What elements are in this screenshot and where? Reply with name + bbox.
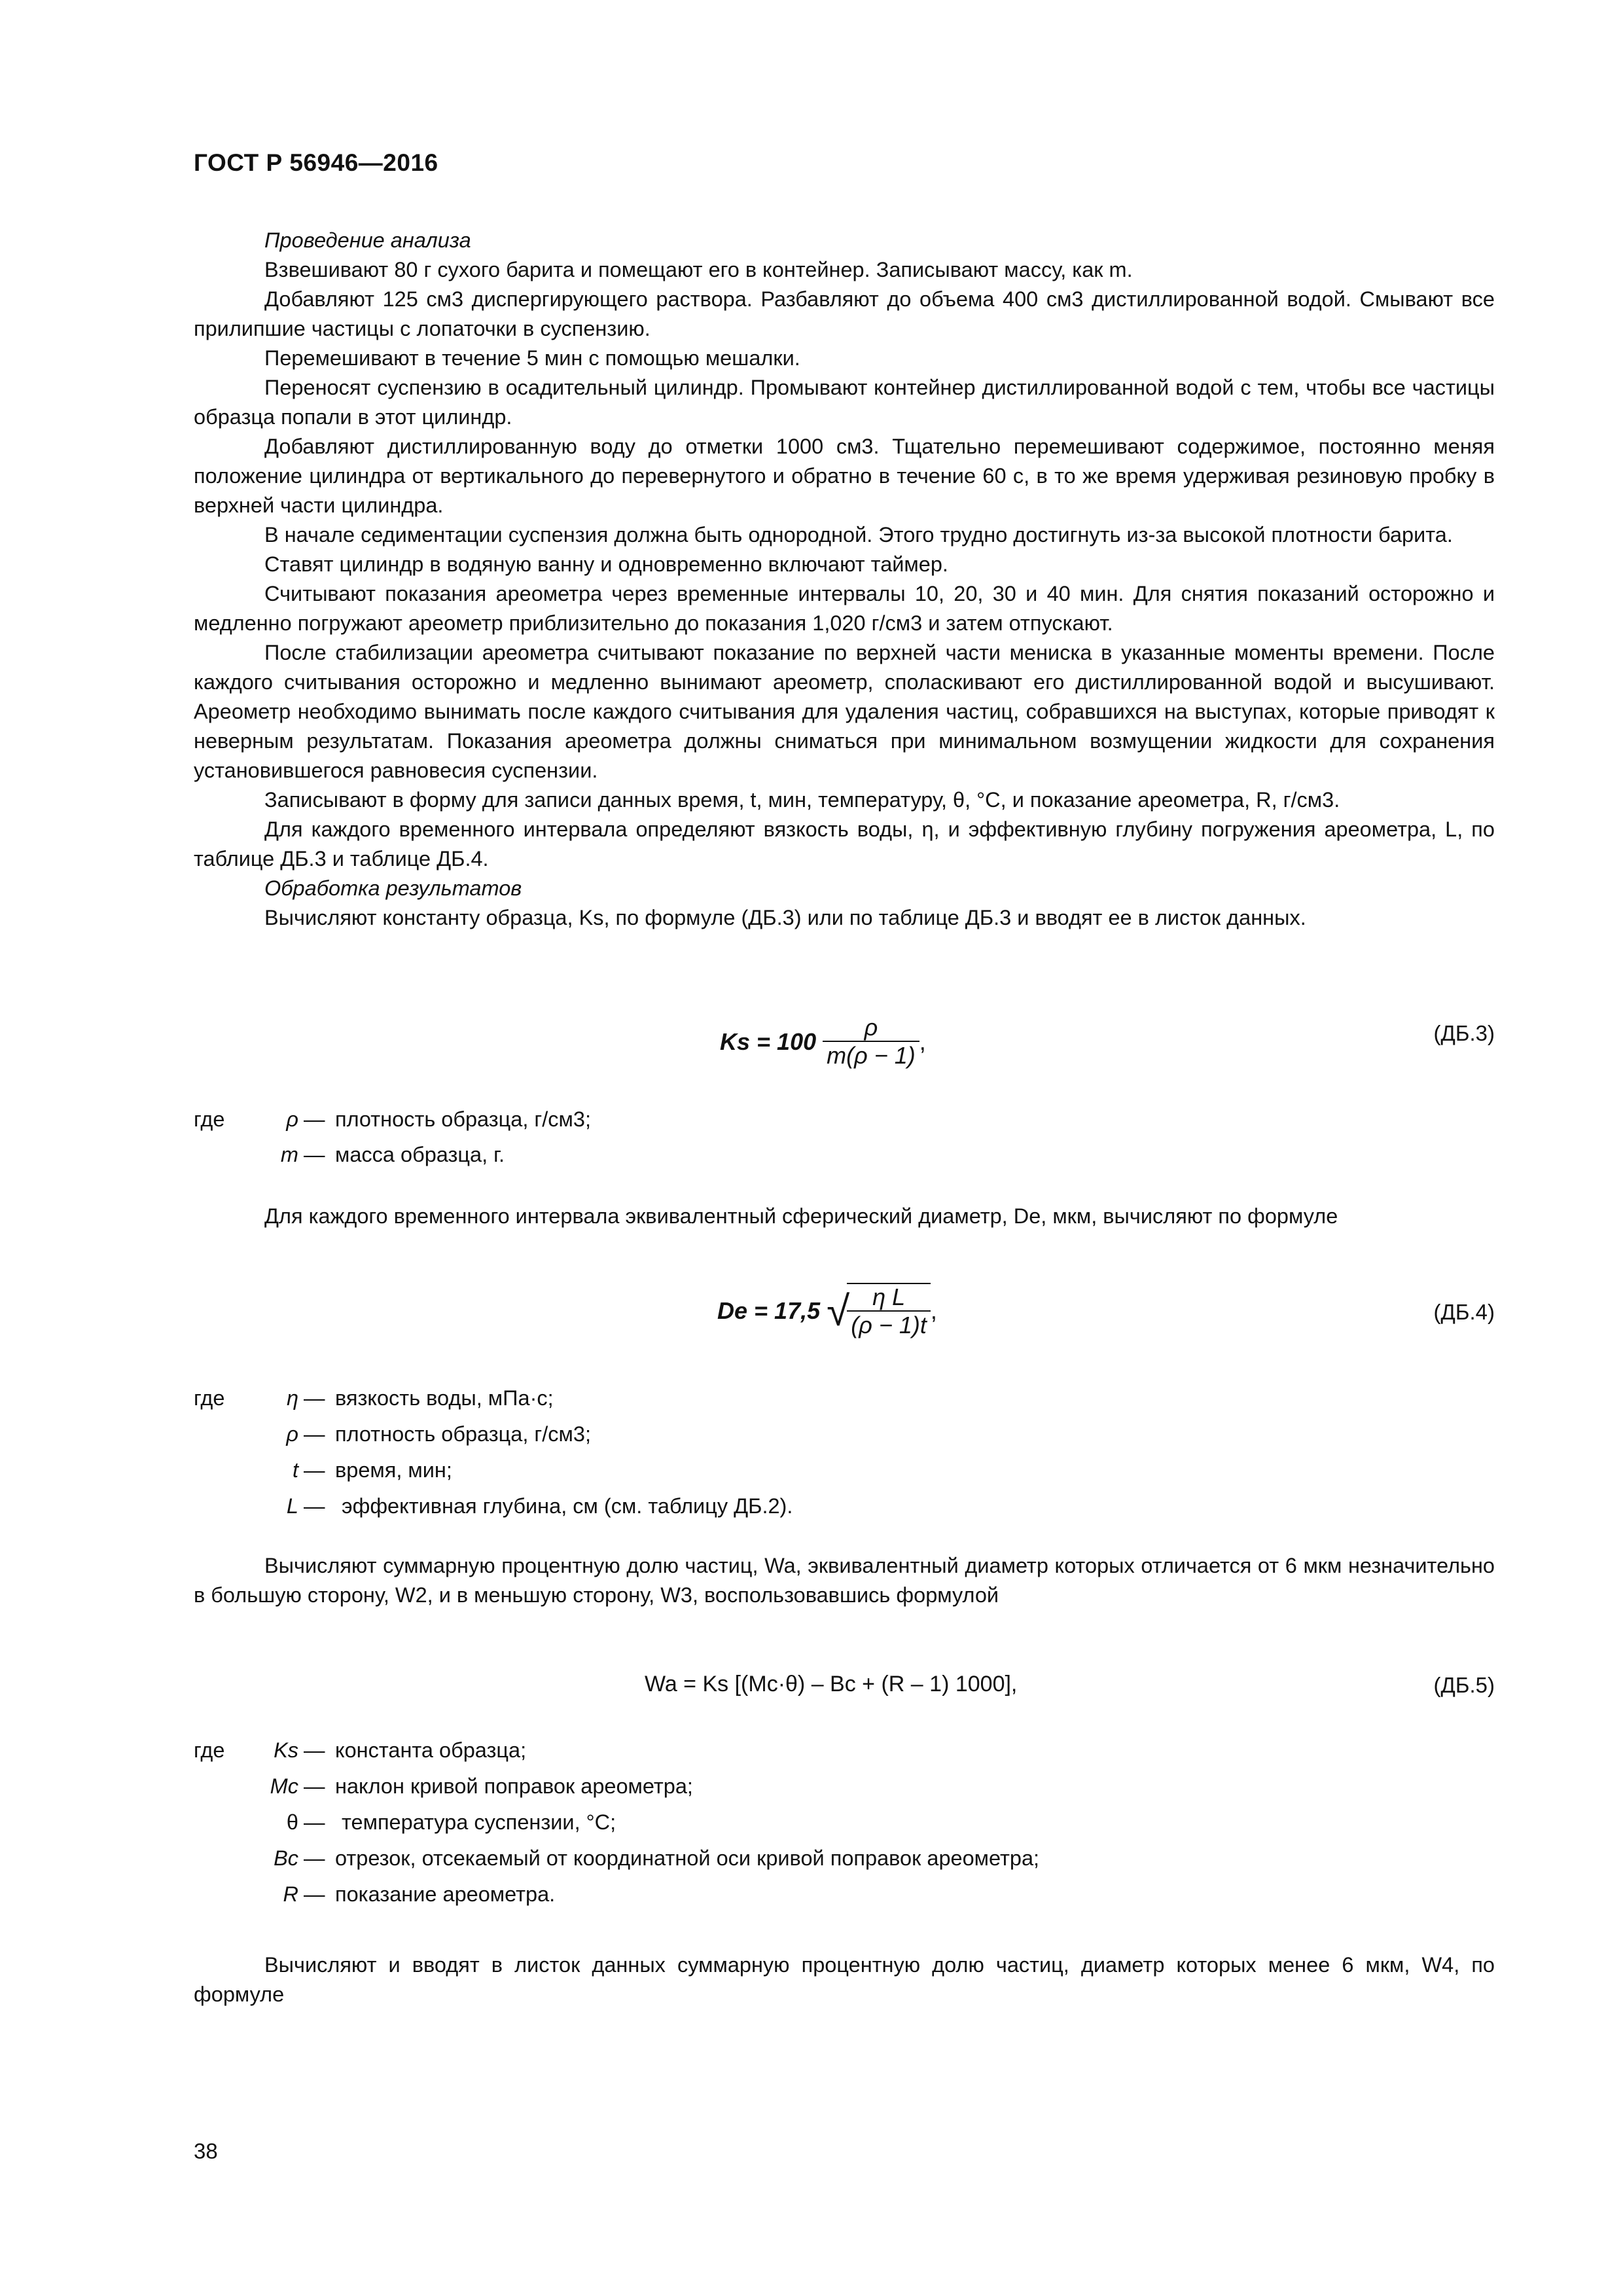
definition-dash: — [304,1774,325,1798]
definition-symbol: R [283,1882,298,1906]
definition-text: наклон кривой поправок ареометра; [335,1774,693,1798]
wa-intro-section [194,1551,1495,1610]
formula-db3: Ks = 100 $\frac{\rho}{m(\rho - 1)}$ , [720,1014,926,1069]
formula-lhs: De = 17,5 [717,1297,821,1324]
where-label: где [194,1738,225,1762]
definition-symbol: Bc [274,1846,298,1870]
definition-symbol: ρ [286,1107,298,1131]
definitions-db5 [194,1738,1437,1922]
definition-text: эффективная глубина, см (см. таблицу ДБ.2). [342,1494,793,1518]
definition-dash: — [304,1458,325,1482]
formula-number: (ДБ.4) [1433,1300,1495,1324]
definition-text: плотность образца, г/см3; [335,1422,591,1446]
definition-dash: — [304,1143,325,1166]
definition-text: масса образца, г. [335,1143,505,1166]
formula-db4: De = 17,5 √ $\frac{\text{η L}}{(\rho - 1)t}$ , [717,1283,937,1338]
definition-dash: — [304,1882,325,1906]
definition-text: плотность образца, г/см3; [335,1107,591,1131]
formula-number: (ДБ.5) [1433,1673,1495,1697]
definition-symbol: ρ [286,1422,298,1446]
definition-symbol: m [280,1143,298,1166]
formula-db5: Wa = Ks [(Mc·θ) – Bc + (R – 1) 1000], [645,1672,1018,1696]
definition-text: показание ареометра. [335,1882,556,1906]
formula-denominator: (ρ − 1)t [851,1312,927,1338]
standard-header: ГОСТ Р 56946—2016 [194,149,438,176]
formula-fraction [847,1283,931,1339]
formula-numerator: ρ [823,1014,919,1042]
paragraph: Перемешивают в течение 5 мин с помощью мешалки. [264,346,800,370]
procedure-section [194,226,1495,933]
definition-symbol: Mc [270,1774,298,1798]
definition-text: температура суспензии, °С; [342,1810,616,1834]
definition-symbol: t [292,1458,298,1482]
definition-dash: — [304,1846,325,1870]
paragraph: В начале седиментации суспензия должна быть однородной. Этого трудно достигнуть из-за высокой плотности барита. [264,523,1453,547]
sqrt-icon: √ [827,1287,850,1335]
paragraph: Взвешивают 80 г сухого барита и помещают его в контейнер. Записывают массу, как m. [264,258,1133,281]
definition-text: время, мин; [335,1458,452,1482]
paragraph: Считывают показания ареометра через временные интервалы 10, 20, 30 и 40 мин. Для снятия показаний осторожно и медленно погружают ареометр приблизительно до показания 1,020 г/см3 и затем отпускают. [194,582,1495,635]
paragraph: Для каждого временного интервала эквивалентный сферический диаметр, De, мкм, вычисляют по формуле [264,1204,1338,1228]
definition-text: вязкость воды, мПа·с; [335,1386,554,1410]
definition-symbol: η [286,1386,298,1410]
definition-dash: — [304,1738,325,1762]
definition-symbol: L [286,1494,298,1518]
where-label: где [194,1386,225,1410]
paragraph: Ставят цилиндр в водяную ванну и одновременно включают таймер. [264,552,948,576]
where-label: где [194,1107,225,1131]
paragraph: Переносят суспензию в осадительный цилиндр. Промывают контейнер дистиллированной водой с тем, чтобы все частицы образца попали в этот цилиндр. [194,376,1495,429]
formula-number: (ДБ.3) [1433,1021,1495,1045]
paragraph: Для каждого временного интервала определяют вязкость воды, η, и эффективную глубину погружения ареометра, L, по таблице ДБ.3 и таблице ДБ.4. [194,817,1495,870]
definitions-db3 [194,1107,1437,1179]
definition-dash: — [304,1107,325,1131]
paragraph: Добавляют 125 см3 диспергирующего раствора. Разбавляют до объема 400 см3 дистиллированной водой. Смывают все прилипшие частицы с лопаточки в суспензию. [194,287,1495,340]
definition-text: константа образца; [335,1738,527,1762]
page-number: 38 [194,2139,218,2163]
paragraph: Записывают в форму для записи данных время, t, мин, температуру, θ, °С, и показание ареометра, R, г/см3. [264,788,1340,812]
w4-intro-section [194,1950,1495,2009]
formula-denominator: m(ρ − 1) [827,1042,916,1069]
paragraph: Вычисляют константу образца, Ks, по формуле (ДБ.3) или по таблице ДБ.3 и вводят ее в листок данных. [264,906,1306,929]
definitions-db4 [194,1386,1437,1530]
paragraph: Вычисляют и вводят в листок данных суммарную процентную долю частиц, диаметр которых менее 6 мкм, W4, по формуле [194,1953,1495,2006]
definition-text: отрезок, отсекаемый от координатной оси кривой поправок ареометра; [335,1846,1040,1870]
processing-heading: Обработка результатов [264,876,522,900]
procedure-heading: Проведение анализа [264,228,471,252]
definition-dash: — [304,1422,325,1446]
definition-symbol: θ [286,1810,298,1834]
paragraph: Добавляют дистиллированную воду до отметки 1000 см3. Тщательно перемешивают содержимое, постоянно меняя положение цилиндра от вертикального до перевернутого и обратно в течение 60 с, в то же время удерживая резиновую пробку в верхней части цилиндра. [194,435,1495,517]
de-intro-section [194,1202,1495,1231]
paragraph: Вычисляют суммарную процентную долю частиц, Wa, эквивалентный диаметр которых отличается от 6 мкм незначительно в большую сторону, W2, и в меньшую сторону, W3, воспользовавшись формулой [194,1554,1495,1607]
formula-fraction [823,1014,919,1069]
definition-dash: — [304,1494,325,1518]
definition-dash: — [304,1386,325,1410]
definition-symbol: Ks [274,1738,298,1762]
definition-dash: — [304,1810,325,1834]
formula-lhs: Ks = 100 [720,1028,817,1055]
formula-numerator: η L [847,1284,931,1312]
paragraph: После стабилизации ареометра считывают показание по верхней части мениска в указанные моменты времени. После каждого считывания осторожно и медленно вынимают ареометр, споласкивают его дистиллированной водой и высушивают. Ареометр необходимо вынимать после каждого считывания для удаления частиц, собравшихся на выступах, которые приводят к неверным результатам. Показания ареометра должны сниматься при минимальном возмущении жидкости для сохранения установившегося равновесия суспензии. [194,641,1495,782]
